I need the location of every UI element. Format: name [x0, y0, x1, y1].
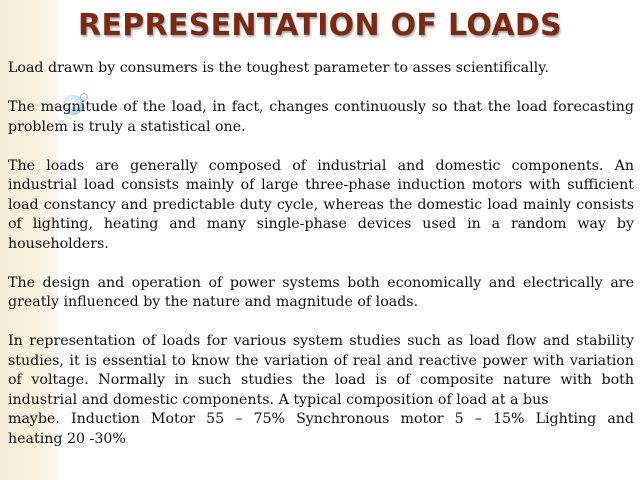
representation-text: In representation of loads for various system studies such as load flow and stability studies, it is essential to know the variation of real and reactive power with variation of voltage. Normally in such studies the load is of composite nature with both industrial and domestic components. A typical composition of load at a bus: [8, 333, 634, 408]
slide-title: REPRESENTATION OF LOADS: [78, 8, 562, 43]
slide-body: [8, 59, 634, 469]
paragraph-load-representation: [8, 332, 634, 449]
paragraph-load-composition: The loads are generally composed of industrial and domestic components. An industrial load consists mainly of large three-phase induction motors with sufficient load constancy and predictable duty cycle, whereas the domestic load mainly consists of lighting, heating and many single-phase devices used in a random way by householders.: [8, 157, 634, 252]
paragraph-load-magnitude: The magnitude of the load, in fact, changes continuously so that the load forecasting problem is truly a statistical one.: [8, 99, 634, 135]
paragraph-design-operation: The design and operation of power systems both economically and electrically are greatly influenced by the nature and magnitude of loads.: [8, 274, 634, 310]
composition-line: maybe. Induction Motor 55 – 75% Synchronous motor 5 – 15% Lighting and: [8, 411, 634, 427]
composition-tail: heating 20 -30%: [8, 430, 126, 447]
paragraph-load-drawn: Load drawn by consumers is the toughest parameter to asses scientifically.: [8, 60, 549, 76]
